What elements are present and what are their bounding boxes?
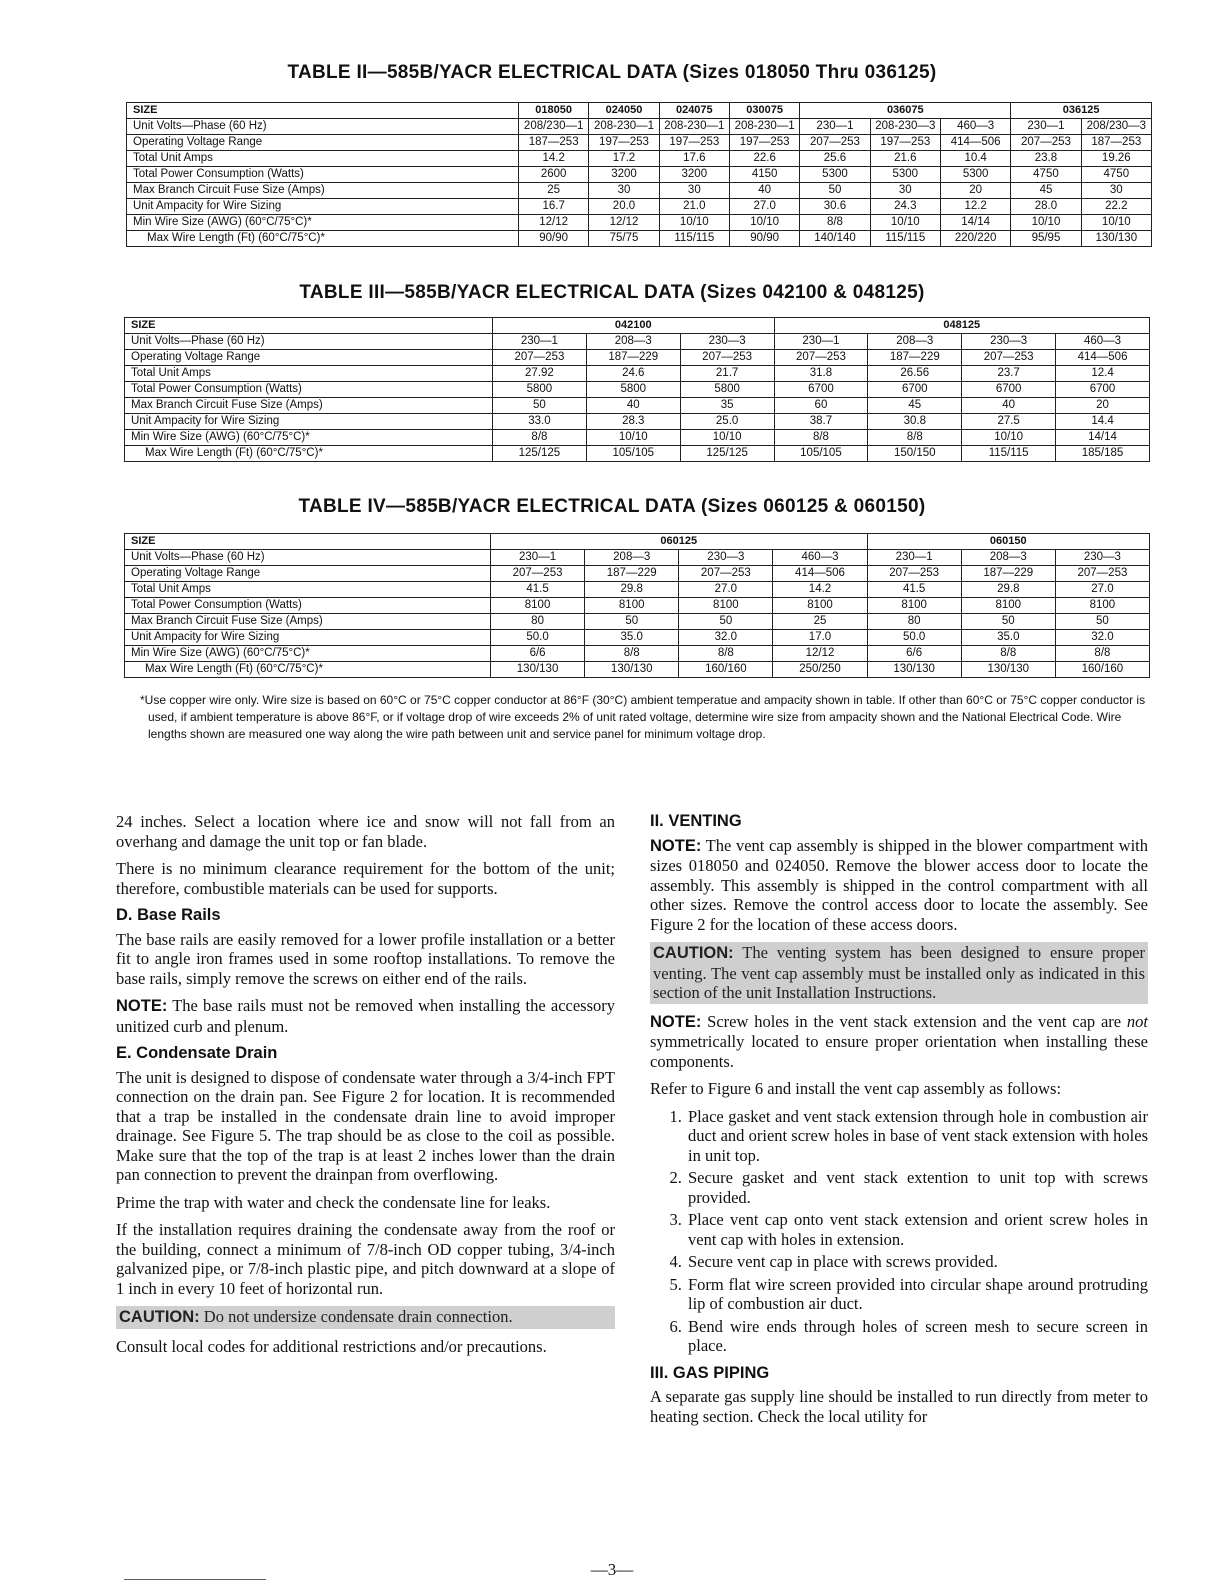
row-label: Max Branch Circuit Fuse Size (Amps) bbox=[125, 398, 493, 414]
table-cell: 14.2 bbox=[773, 582, 867, 598]
table-cell: 17.0 bbox=[773, 630, 867, 646]
table-cell: 8/8 bbox=[868, 430, 962, 446]
table-cell: 8/8 bbox=[961, 646, 1055, 662]
table-cell: 8100 bbox=[1055, 598, 1149, 614]
table-cell: 80 bbox=[491, 614, 585, 630]
table-cell: 6700 bbox=[1056, 382, 1150, 398]
size-header-row bbox=[125, 534, 1150, 550]
table-cell: 14/14 bbox=[940, 215, 1010, 231]
table-row bbox=[125, 382, 1150, 398]
table-cell: 25 bbox=[773, 614, 867, 630]
table-cell: 130/130 bbox=[1081, 231, 1151, 247]
step-item: 3. Place vent cap onto vent stack extension and orient screw holes in vent cap with holes in extension. bbox=[686, 1210, 1148, 1249]
table-cell: 4150 bbox=[729, 167, 799, 183]
table-cell: 10/10 bbox=[680, 430, 774, 446]
table-cell: 207—253 bbox=[867, 566, 961, 582]
row-label: Total Unit Amps bbox=[125, 582, 491, 598]
row-label: Max Branch Circuit Fuse Size (Amps) bbox=[125, 614, 491, 630]
table-cell: 30 bbox=[870, 183, 940, 199]
table-cell: 197—253 bbox=[870, 135, 940, 151]
table-cell: 140/140 bbox=[800, 231, 870, 247]
table-cell: 28.0 bbox=[1011, 199, 1081, 215]
table-cell: 6700 bbox=[962, 382, 1056, 398]
table-cell: 8/8 bbox=[585, 646, 679, 662]
table-cell: 208-230—1 bbox=[659, 119, 729, 135]
table-cell: 130/130 bbox=[585, 662, 679, 678]
table-cell: 20.0 bbox=[589, 199, 659, 215]
table-cell: 207—253 bbox=[1055, 566, 1149, 582]
table-cell: 10/10 bbox=[659, 215, 729, 231]
row-label: Max Wire Length (Ft) (60°C/75°C)* bbox=[125, 446, 493, 462]
table-cell: 30 bbox=[659, 183, 729, 199]
table-cell: 22.2 bbox=[1081, 199, 1151, 215]
table-cell: 230—1 bbox=[774, 334, 868, 350]
table-cell: 230—1 bbox=[867, 550, 961, 566]
table-cell: 460—3 bbox=[940, 119, 1010, 135]
table-row bbox=[125, 582, 1150, 598]
table-cell: 6700 bbox=[774, 382, 868, 398]
table-cell: 50 bbox=[493, 398, 587, 414]
table-cell: 27.92 bbox=[493, 366, 587, 382]
table-cell: 207—253 bbox=[679, 566, 773, 582]
table-cell: 10/10 bbox=[1011, 215, 1081, 231]
table-cell: 414—506 bbox=[1056, 350, 1150, 366]
right-column bbox=[650, 812, 1148, 1434]
table-cell: 187—229 bbox=[586, 350, 680, 366]
table-cell: 115/115 bbox=[659, 231, 729, 247]
note-text: symmetrically located to ensure proper orientation when installing these components. bbox=[650, 1032, 1148, 1071]
table-row bbox=[125, 550, 1150, 566]
table-row bbox=[125, 598, 1150, 614]
table-cell: 12/12 bbox=[519, 215, 589, 231]
table-cell: 30.8 bbox=[868, 414, 962, 430]
table-cell: 197—253 bbox=[659, 135, 729, 151]
row-label: Unit Ampacity for Wire Sizing bbox=[127, 199, 519, 215]
table-cell: 8100 bbox=[867, 598, 961, 614]
table-cell: 14/14 bbox=[1056, 430, 1150, 446]
row-label: Operating Voltage Range bbox=[127, 135, 519, 151]
note-paragraph bbox=[116, 996, 615, 1036]
table-cell: 208—3 bbox=[586, 334, 680, 350]
table-cell: 230—3 bbox=[1055, 550, 1149, 566]
note-emphasis: not bbox=[1126, 1011, 1148, 1031]
table-row bbox=[127, 167, 1152, 183]
table-cell: 90/90 bbox=[519, 231, 589, 247]
table-cell: 207—253 bbox=[962, 350, 1056, 366]
table-cell: 25.6 bbox=[800, 151, 870, 167]
table-row bbox=[127, 135, 1152, 151]
table-cell: 95/95 bbox=[1011, 231, 1081, 247]
row-label: Unit Volts—Phase (60 Hz) bbox=[125, 550, 491, 566]
table-4-title: TABLE IV—585B/YACR ELECTRICAL DATA (Sizes 060125 & 060150) bbox=[298, 496, 926, 517]
table-cell: 30.6 bbox=[800, 199, 870, 215]
table-cell: 208-230—1 bbox=[729, 119, 799, 135]
table-row bbox=[125, 350, 1150, 366]
table-cell: 207—253 bbox=[491, 566, 585, 582]
size-column-header: 018050 bbox=[519, 103, 589, 119]
row-label: Total Unit Amps bbox=[125, 366, 493, 382]
note-text: The vent cap assembly is shipped in the blower compartment with sizes 018050 and 024050. Remove the blower access door to locate the assembly. This assembly is shipped in the control compartment with all other sizes. Remove the control access door to locate the assembly. See Figure 2 for the location of these access doors. bbox=[650, 835, 1148, 934]
table-cell: 12.2 bbox=[940, 199, 1010, 215]
table-cell: 115/115 bbox=[870, 231, 940, 247]
table-cell: 45 bbox=[1011, 183, 1081, 199]
table-2-title: TABLE II—585B/YACR ELECTRICAL DATA (Sizes 018050 Thru 036125) bbox=[287, 62, 937, 83]
section-heading-base-rails: D. Base Rails bbox=[116, 906, 221, 924]
table-cell: 33.0 bbox=[493, 414, 587, 430]
paragraph: Consult local codes for additional restrictions and/or precautions. bbox=[116, 1336, 547, 1356]
table-cell: 41.5 bbox=[491, 582, 585, 598]
page-number: —3— bbox=[590, 1560, 634, 1579]
table-row bbox=[127, 151, 1152, 167]
table-cell: 250/250 bbox=[773, 662, 867, 678]
table-cell: 27.0 bbox=[729, 199, 799, 215]
table-cell: 41.5 bbox=[867, 582, 961, 598]
row-label: Total Unit Amps bbox=[127, 151, 519, 167]
caution-text: Do not undersize condensate drain connection. bbox=[199, 1307, 513, 1326]
row-label: Unit Volts—Phase (60 Hz) bbox=[127, 119, 519, 135]
vent-cap-steps bbox=[650, 1107, 1148, 1356]
table-row bbox=[127, 119, 1152, 135]
table-cell: 32.0 bbox=[1055, 630, 1149, 646]
row-label: Unit Ampacity for Wire Sizing bbox=[125, 414, 493, 430]
table-cell: 8100 bbox=[585, 598, 679, 614]
table-cell: 50 bbox=[800, 183, 870, 199]
table-cell: 208/230—3 bbox=[1081, 119, 1151, 135]
table-cell: 125/125 bbox=[680, 446, 774, 462]
table-cell: 207—253 bbox=[774, 350, 868, 366]
table-cell: 21.7 bbox=[680, 366, 774, 382]
table-cell: 197—253 bbox=[729, 135, 799, 151]
note-lead: NOTE: bbox=[650, 836, 702, 855]
table-cell: 125/125 bbox=[493, 446, 587, 462]
row-label: Total Power Consumption (Watts) bbox=[127, 167, 519, 183]
paragraph: Prime the trap with water and check the condensate line for leaks. bbox=[116, 1192, 551, 1212]
table-cell: 208/230—1 bbox=[519, 119, 589, 135]
table-cell: 8100 bbox=[773, 598, 867, 614]
table-cell: 185/185 bbox=[1056, 446, 1150, 462]
size-header-row bbox=[127, 103, 1152, 119]
table-row bbox=[127, 215, 1152, 231]
table-cell: 130/130 bbox=[867, 662, 961, 678]
table-cell: 35.0 bbox=[961, 630, 1055, 646]
note-lead: NOTE: bbox=[116, 997, 168, 1015]
paragraph: The base rails are easily removed for a lower profile installation or a better fit to angle iron frames used in some rooftop installations. To remove the base rails, simply remove the screws on either end of the rails. bbox=[116, 929, 615, 988]
table-row bbox=[125, 646, 1150, 662]
paragraph: A separate gas supply line should be installed to run directly from meter to heating section. Check the local utility for bbox=[650, 1387, 1148, 1426]
table-3-title: TABLE III—585B/YACR ELECTRICAL DATA (Sizes 042100 & 048125) bbox=[299, 282, 925, 303]
table-cell: 75/75 bbox=[589, 231, 659, 247]
table-cell: 8/8 bbox=[774, 430, 868, 446]
table-row bbox=[125, 662, 1150, 678]
table-cell: 90/90 bbox=[729, 231, 799, 247]
table-cell: 23.8 bbox=[1011, 151, 1081, 167]
step-item: 2. Secure gasket and vent stack extention to unit top with screws provided. bbox=[686, 1168, 1148, 1207]
size-column-header: 024050 bbox=[589, 103, 659, 119]
row-label: Operating Voltage Range bbox=[125, 566, 491, 582]
size-column-header: 060150 bbox=[867, 534, 1149, 550]
table-row bbox=[125, 430, 1150, 446]
row-label: Unit Ampacity for Wire Sizing bbox=[125, 630, 491, 646]
size-label: SIZE bbox=[125, 534, 491, 550]
row-label: Total Power Consumption (Watts) bbox=[125, 382, 493, 398]
paragraph: The unit is designed to dispose of condensate water through a 3/4-inch FPT connection on the drain pan. See Figure 2 for location. It is recommended that a trap be installed in the condensate drain line to avoid improper drainage. See Figure 5. The trap should be as close to the coil as possible. Make sure that the top of the trap is at least 2 inches lower than the drain pan connection to prevent the drainpan from overflowing. bbox=[116, 1067, 615, 1184]
table-cell: 26.56 bbox=[868, 366, 962, 382]
table-3 bbox=[124, 317, 1150, 462]
table-cell: 2600 bbox=[519, 167, 589, 183]
table-cell: 207—253 bbox=[1011, 135, 1081, 151]
table-cell: 460—3 bbox=[773, 550, 867, 566]
table-cell: 197—253 bbox=[589, 135, 659, 151]
table-cell: 14.2 bbox=[519, 151, 589, 167]
table-cell: 5800 bbox=[586, 382, 680, 398]
table-cell: 27.0 bbox=[679, 582, 773, 598]
table-cell: 230—1 bbox=[1011, 119, 1081, 135]
table-cell: 38.7 bbox=[774, 414, 868, 430]
table-cell: 29.8 bbox=[961, 582, 1055, 598]
table-cell: 150/150 bbox=[868, 446, 962, 462]
table-cell: 16.7 bbox=[519, 199, 589, 215]
row-label: Total Power Consumption (Watts) bbox=[125, 598, 491, 614]
size-column-header: 048125 bbox=[774, 318, 1149, 334]
table-cell: 12/12 bbox=[773, 646, 867, 662]
table-cell: 21.6 bbox=[870, 151, 940, 167]
table-row bbox=[127, 231, 1152, 247]
table-cell: 5300 bbox=[800, 167, 870, 183]
paragraph: If the installation requires draining the condensate away from the roof or the building, connect a minimum of 7/8-inch OD copper tubing, 3/4-inch galvanized pipe, or 7/8-inch plastic pipe, and pitch downward at a slope of 1 inch in every 10 feet of horizontal run. bbox=[116, 1220, 615, 1298]
row-label: Min Wire Size (AWG) (60°C/75°C)* bbox=[125, 430, 493, 446]
table-cell: 19.26 bbox=[1081, 151, 1151, 167]
table-cell: 24.6 bbox=[586, 366, 680, 382]
table-cell: 230—3 bbox=[679, 550, 773, 566]
table-cell: 130/130 bbox=[491, 662, 585, 678]
table-cell: 20 bbox=[940, 183, 1010, 199]
table-cell: 40 bbox=[962, 398, 1056, 414]
table-cell: 187—229 bbox=[868, 350, 962, 366]
table-row bbox=[125, 446, 1150, 462]
table-cell: 6/6 bbox=[491, 646, 585, 662]
table-cell: 8100 bbox=[679, 598, 773, 614]
table-cell: 17.2 bbox=[589, 151, 659, 167]
table-row bbox=[125, 398, 1150, 414]
table-cell: 5800 bbox=[680, 382, 774, 398]
table-cell: 115/115 bbox=[962, 446, 1056, 462]
table-cell: 8/8 bbox=[800, 215, 870, 231]
table-cell: 230—1 bbox=[800, 119, 870, 135]
table-cell: 414—506 bbox=[773, 566, 867, 582]
note-lead: NOTE: bbox=[650, 1012, 702, 1031]
table-cell: 10/10 bbox=[586, 430, 680, 446]
table-cell: 14.4 bbox=[1056, 414, 1150, 430]
table-cell: 160/160 bbox=[679, 662, 773, 678]
table-cell: 4750 bbox=[1011, 167, 1081, 183]
table-cell: 50 bbox=[1055, 614, 1149, 630]
row-label: Max Branch Circuit Fuse Size (Amps) bbox=[127, 183, 519, 199]
table-cell: 21.0 bbox=[659, 199, 729, 215]
table-cell: 17.6 bbox=[659, 151, 729, 167]
row-label: Unit Volts—Phase (60 Hz) bbox=[125, 334, 493, 350]
table-cell: 25.0 bbox=[680, 414, 774, 430]
caution-box bbox=[650, 942, 1148, 1004]
table-cell: 45 bbox=[868, 398, 962, 414]
table-row bbox=[125, 566, 1150, 582]
table-cell: 230—3 bbox=[680, 334, 774, 350]
step-item: 4. Secure vent cap in place with screws provided. bbox=[686, 1252, 1148, 1272]
table-row bbox=[125, 630, 1150, 646]
table-cell: 187—229 bbox=[961, 566, 1055, 582]
table-cell: 6/6 bbox=[867, 646, 961, 662]
table-cell: 6700 bbox=[868, 382, 962, 398]
section-heading-condensate-drain: E. Condensate Drain bbox=[116, 1044, 278, 1062]
step-item: 1. Place gasket and vent stack extension through hole in combustion air duct and orient screw holes in base of vent stack extension with holes in unit top. bbox=[686, 1107, 1148, 1166]
note-text: The base rails must not be removed when installing the accessory unitized curb and plenum. bbox=[116, 996, 615, 1036]
row-label: Max Wire Length (Ft) (60°C/75°C)* bbox=[125, 662, 491, 678]
size-column-header: 060125 bbox=[491, 534, 868, 550]
size-column-header: 036075 bbox=[800, 103, 1011, 119]
table-cell: 460—3 bbox=[1056, 334, 1150, 350]
table-cell: 187—253 bbox=[1081, 135, 1151, 151]
table-cell: 12.4 bbox=[1056, 366, 1150, 382]
table-cell: 50 bbox=[961, 614, 1055, 630]
size-label: SIZE bbox=[125, 318, 493, 334]
table-cell: 30 bbox=[1081, 183, 1151, 199]
table-cell: 23.7 bbox=[962, 366, 1056, 382]
table-4 bbox=[124, 533, 1150, 678]
caution-box bbox=[116, 1306, 615, 1329]
paragraph: 24 inches. Select a location where ice and snow will not fall from an overhang and damage the unit top or fan blade. bbox=[116, 812, 615, 851]
table-cell: 60 bbox=[774, 398, 868, 414]
table-cell: 31.8 bbox=[774, 366, 868, 382]
table-cell: 8/8 bbox=[493, 430, 587, 446]
table-cell: 8/8 bbox=[679, 646, 773, 662]
left-column bbox=[116, 812, 615, 1364]
table-cell: 40 bbox=[729, 183, 799, 199]
table-cell: 208-230—1 bbox=[589, 119, 659, 135]
table-cell: 105/105 bbox=[774, 446, 868, 462]
table-cell: 4750 bbox=[1081, 167, 1151, 183]
row-label: Min Wire Size (AWG) (60°C/75°C)* bbox=[125, 646, 491, 662]
size-header-row bbox=[125, 318, 1150, 334]
row-label: Min Wire Size (AWG) (60°C/75°C)* bbox=[127, 215, 519, 231]
table-cell: 40 bbox=[586, 398, 680, 414]
size-column-header: 042100 bbox=[493, 318, 775, 334]
table-2 bbox=[126, 102, 1152, 247]
table-row bbox=[125, 414, 1150, 430]
table-cell: 208—3 bbox=[868, 334, 962, 350]
footer-rule bbox=[124, 1579, 266, 1580]
table-cell: 8100 bbox=[961, 598, 1055, 614]
table-cell: 3200 bbox=[589, 167, 659, 183]
section-heading-venting: II. VENTING bbox=[650, 812, 742, 830]
table-cell: 10/10 bbox=[1081, 215, 1151, 231]
table-cell: 12/12 bbox=[589, 215, 659, 231]
table-row bbox=[125, 366, 1150, 382]
table-cell: 8100 bbox=[491, 598, 585, 614]
table-cell: 29.8 bbox=[585, 582, 679, 598]
table-cell: 27.5 bbox=[962, 414, 1056, 430]
table-cell: 80 bbox=[867, 614, 961, 630]
note-text: Screw holes in the vent stack extension and the vent cap are bbox=[701, 1011, 1127, 1031]
table-cell: 105/105 bbox=[586, 446, 680, 462]
table-cell: 50 bbox=[679, 614, 773, 630]
table-row bbox=[125, 334, 1150, 350]
table-cell: 27.0 bbox=[1055, 582, 1149, 598]
table-row bbox=[127, 199, 1152, 215]
table-cell: 230—1 bbox=[493, 334, 587, 350]
table-cell: 130/130 bbox=[961, 662, 1055, 678]
table-cell: 5800 bbox=[493, 382, 587, 398]
table-cell: 207—253 bbox=[800, 135, 870, 151]
table-cell: 208—3 bbox=[961, 550, 1055, 566]
step-item: 5. Form flat wire screen provided into circular shape around protruding lip of combustion air duct. bbox=[686, 1275, 1148, 1314]
table-cell: 207—253 bbox=[680, 350, 774, 366]
section-heading-gas-piping: III. GAS PIPING bbox=[650, 1363, 770, 1382]
table-cell: 5300 bbox=[870, 167, 940, 183]
table-cell: 208—3 bbox=[585, 550, 679, 566]
size-label: SIZE bbox=[127, 103, 519, 119]
table-cell: 3200 bbox=[659, 167, 729, 183]
table-cell: 50 bbox=[585, 614, 679, 630]
caution-lead: CAUTION: bbox=[653, 944, 734, 962]
table-cell: 8/8 bbox=[1055, 646, 1149, 662]
table-cell: 220/220 bbox=[940, 231, 1010, 247]
table-cell: 50.0 bbox=[867, 630, 961, 646]
table-cell: 24.3 bbox=[870, 199, 940, 215]
table-cell: 50.0 bbox=[491, 630, 585, 646]
row-label: Operating Voltage Range bbox=[125, 350, 493, 366]
table-cell: 35.0 bbox=[585, 630, 679, 646]
caution-text: The venting system has been designed to ensure proper venting. The vent cap assembly must be installed only as indicated in this section of the unit Installation Instructions. bbox=[653, 943, 1145, 1002]
table-cell: 207—253 bbox=[493, 350, 587, 366]
table-cell: 32.0 bbox=[679, 630, 773, 646]
row-label: Max Wire Length (Ft) (60°C/75°C)* bbox=[127, 231, 519, 247]
table-cell: 10/10 bbox=[962, 430, 1056, 446]
table-cell: 187—253 bbox=[519, 135, 589, 151]
table-cell: 187—229 bbox=[585, 566, 679, 582]
step-item: 6. Bend wire ends through holes of screen mesh to secure screen in place. bbox=[686, 1317, 1148, 1356]
table-cell: 160/160 bbox=[1055, 662, 1149, 678]
table-cell: 35 bbox=[680, 398, 774, 414]
table-cell: 10.4 bbox=[940, 151, 1010, 167]
table-cell: 28.3 bbox=[586, 414, 680, 430]
paragraph: Refer to Figure 6 and install the vent cap assembly as follows: bbox=[650, 1079, 1062, 1098]
table-cell: 208-230—3 bbox=[870, 119, 940, 135]
paragraph: There is no minimum clearance requirement for the bottom of the unit; therefore, combustible materials can be used for supports. bbox=[116, 859, 615, 898]
table-cell: 10/10 bbox=[729, 215, 799, 231]
table-cell: 10/10 bbox=[870, 215, 940, 231]
table-cell: 230—3 bbox=[962, 334, 1056, 350]
size-column-header: 030075 bbox=[729, 103, 799, 119]
table-cell: 25 bbox=[519, 183, 589, 199]
wire-size-footnote: *Use copper wire only. Wire size is based on 60°C or 75°C copper conductor at 86°F (30°C) ambient temperatue and ampacity shown in table. If other than 60°C or 75°C copper conductor is used, if ambient temperature is above 86°F, or if voltage drop of wire exceeds 2% of unit rated voltage, determine wire size from ampacity shown and the National Electrical Code. Wire lengths shown are measured one way along the wire path between unit and service panel for minimum voltage drop. bbox=[140, 693, 1146, 741]
caution-lead: CAUTION: bbox=[119, 1308, 200, 1326]
table-row bbox=[125, 614, 1150, 630]
size-column-header: 036125 bbox=[1011, 103, 1152, 119]
table-cell: 22.6 bbox=[729, 151, 799, 167]
table-cell: 414—506 bbox=[940, 135, 1010, 151]
table-row bbox=[127, 183, 1152, 199]
table-cell: 5300 bbox=[940, 167, 1010, 183]
table-cell: 230—1 bbox=[491, 550, 585, 566]
size-column-header: 024075 bbox=[659, 103, 729, 119]
note-paragraph bbox=[650, 836, 1148, 935]
table-cell: 20 bbox=[1056, 398, 1150, 414]
note-paragraph bbox=[650, 1012, 1148, 1072]
table-cell: 30 bbox=[589, 183, 659, 199]
